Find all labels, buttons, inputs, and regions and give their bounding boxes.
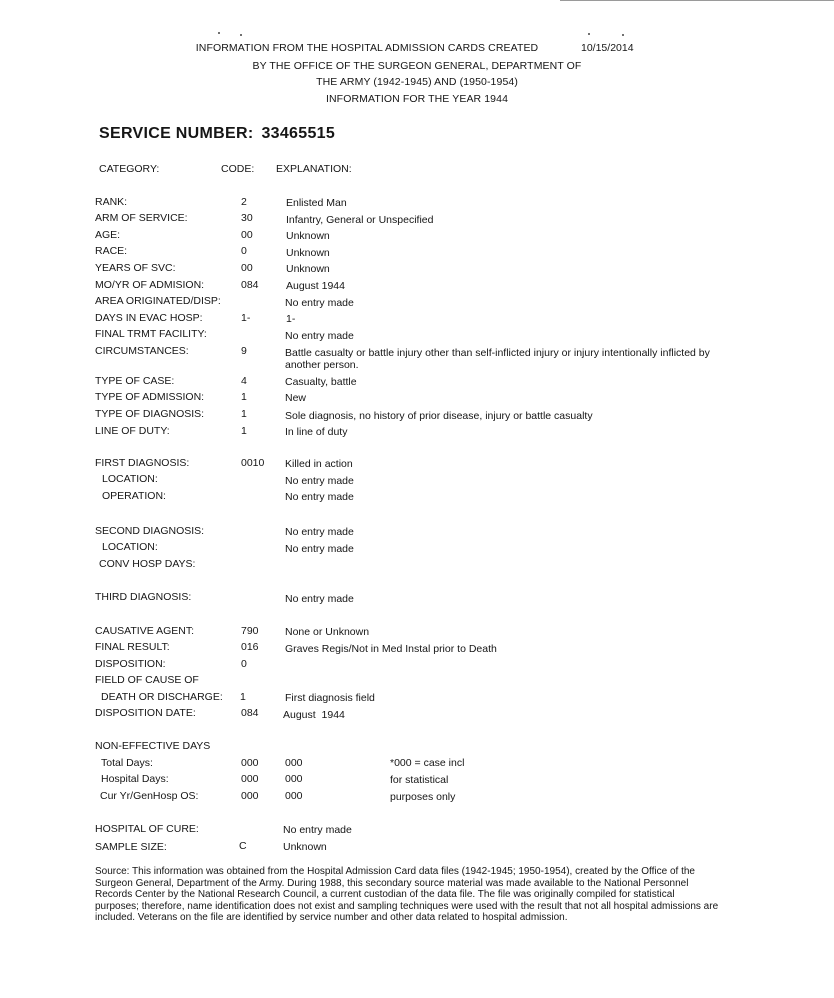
row-label-hospital-of-cure: HOSPITAL OF CURE: [95, 823, 199, 835]
row-label-second-location: LOCATION: [102, 541, 158, 553]
column-header-category: CATEGORY: [99, 163, 160, 175]
row-label-causative-agent: CAUSATIVE AGENT: [95, 625, 194, 637]
row-label-first-operation: OPERATION: [102, 490, 166, 502]
row-label-arm-of-service: ARM OF SERVICE: [95, 212, 188, 224]
row-label-type-of-admission: TYPE OF ADMISSION: [95, 391, 205, 403]
row-explanation-days-in-evac-hosp: 1- [286, 313, 296, 325]
service-number-heading [99, 125, 335, 143]
row-code-disposition: 0 [241, 658, 247, 670]
row-explanation-arm-of-service: Infantry, General or Unspecified [286, 214, 434, 226]
row-explanation-mo-yr-of-admission: August 1944 [286, 280, 345, 292]
row-label-third-diagnosis: THIRD DIAGNOSIS: [95, 591, 192, 603]
header-line-1: INFORMATION FROM THE HOSPITAL ADMISSION CARDS CREATED [195, 42, 539, 54]
column-header-code: CODE: [221, 163, 255, 175]
header-line-4: INFORMATION FOR THE YEAR 1944 [325, 93, 509, 105]
row-label-conv-hosp-days: CONV HOSP DAYS: [99, 558, 196, 570]
row-explanation-area-originated: No entry made [285, 297, 354, 309]
row-explanation-death-or-discharge: First diagnosis field [285, 692, 375, 704]
row-code-type-of-case: 4 [241, 375, 247, 387]
row-label-death-or-discharge: DEATH OR DISCHARGE: [101, 691, 223, 703]
row-explanation-type-of-case: Casualty, battle [285, 376, 357, 388]
row-explanation-final-trmt-facility: No entry made [285, 330, 354, 342]
non-effective-label-cur-yr: Cur Yr/GenHosp OS: [100, 790, 199, 802]
row-label-disposition: DISPOSITION: [95, 658, 166, 670]
row-explanation-final-result: Graves Regis/Not in Med Instal prior to Death [285, 643, 497, 655]
scan-speck [240, 34, 242, 36]
row-explanation-second-diagnosis: No entry made [285, 526, 354, 538]
row-code-first-diagnosis: 0010 [241, 457, 265, 469]
row-explanation-first-location: No entry made [285, 475, 354, 487]
row-code-causative-agent: 790 [241, 625, 259, 637]
non-effective-code-hospital-days: 000 [241, 773, 259, 785]
non-effective-note-3: purposes only [390, 791, 456, 803]
row-explanation-rank: Enlisted Man [286, 197, 347, 209]
row-label-rank: RANK: [95, 196, 128, 208]
row-label-type-of-case: TYPE OF CASE: [95, 375, 175, 387]
row-explanation-hospital-of-cure: No entry made [283, 824, 352, 836]
row-label-final-trmt-facility: FINAL TRMT FACILITY: [95, 328, 207, 340]
scan-speck [622, 34, 624, 36]
row-label-disposition-date: DISPOSITION DATE: [95, 707, 196, 719]
row-code-line-of-duty: 1 [241, 425, 247, 437]
header-line-3: THE ARMY (1942-1945) AND (1950-1954) [316, 76, 518, 88]
source-paragraph: Source: This information was obtained from the Hospital Admission Card data files (1942-1945; 1950-1954), created by the Office of the Surgeon General, Department of the Army. During 1988, this secondary source material was made available to the National Personnel Records Center by the National Research Council, a current custodian of the data file. The file was originally compiled for statistical purposes; therefore, name identification does not exist and sampling techniques were used with the result that not all hospital admissions are included. Veterans on the file are identified by service number and other data related to hospital admission. [95, 866, 719, 924]
row-explanation-race: Unknown [286, 247, 330, 259]
row-explanation-causative-agent: None or Unknown [285, 626, 370, 638]
row-label-years-of-svc: YEARS OF SVC: [95, 262, 176, 274]
scan-speck [218, 32, 220, 34]
row-explanation-type-of-admission: New [285, 392, 307, 404]
header-line-2: BY THE OFFICE OF THE SURGEON GENERAL, DEPARTMENT OF [252, 60, 582, 72]
row-code-type-of-admission: 1 [241, 391, 247, 403]
row-code-sample-size: C [239, 840, 247, 852]
row-label-days-in-evac-hosp: DAYS IN EVAC HOSP: [95, 312, 203, 324]
row-code-age: 00 [241, 229, 253, 241]
row-label-sample-size: SAMPLE SIZE: [95, 841, 167, 853]
row-code-rank: 2 [241, 196, 247, 208]
row-label-age: AGE: [95, 229, 121, 241]
row-explanation-first-operation: No entry made [285, 491, 354, 503]
column-header-explanation: EXPLANATION: [276, 163, 352, 175]
row-label-second-diagnosis: SECOND DIAGNOSIS: [95, 525, 205, 537]
row-code-final-result: 016 [241, 641, 259, 653]
non-effective-value-total-days: 000 [285, 757, 303, 769]
row-label-field-of-cause: FIELD OF CAUSE OF [95, 674, 199, 686]
service-number-value: 33465515 [261, 125, 336, 142]
scan-edge-line [560, 0, 834, 1]
row-explanation-first-diagnosis: Killed in action [285, 458, 353, 470]
row-code-circumstances: 9 [241, 345, 247, 357]
row-code-death-or-discharge: 1 [240, 691, 246, 703]
row-explanation-circumstances: Battle casualty or battle injury other than self-inflicted injury or injury intentionally inflicted by another person. [285, 347, 710, 371]
row-explanation-years-of-svc: Unknown [286, 263, 330, 275]
non-effective-code-total-days: 000 [241, 757, 259, 769]
row-label-type-of-diagnosis: TYPE OF DIAGNOSIS: [95, 408, 205, 420]
row-code-mo-yr-of-admission: 084 [241, 279, 259, 291]
row-explanation-sample-size: Unknown [283, 841, 327, 853]
row-code-days-in-evac-hosp: 1- [241, 312, 251, 324]
row-explanation-age: Unknown [286, 230, 330, 242]
non-effective-code-cur-yr: 000 [241, 790, 259, 802]
row-explanation-disposition-date: August 1944 [283, 709, 345, 721]
non-effective-value-cur-yr: 000 [285, 790, 303, 802]
non-effective-note-2: for statistical [390, 774, 449, 786]
row-label-area-originated: AREA ORIGINATED/DISP: [95, 295, 221, 307]
row-code-type-of-diagnosis: 1 [241, 408, 247, 420]
row-code-disposition-date: 084 [241, 707, 259, 719]
row-code-race: 0 [241, 245, 247, 257]
row-explanation-second-location: No entry made [285, 543, 354, 555]
row-label-race: RACE: [95, 245, 128, 257]
row-explanation-third-diagnosis: No entry made [285, 593, 354, 605]
row-explanation-type-of-diagnosis: Sole diagnosis, no history of prior disease, injury or battle casualty [285, 410, 593, 422]
non-effective-value-hospital-days: 000 [285, 773, 303, 785]
row-label-first-location: LOCATION: [102, 473, 158, 485]
header-date: 10/15/2014 [581, 42, 634, 54]
row-label-circumstances: CIRCUMSTANCES: [95, 345, 189, 357]
row-code-arm-of-service: 30 [241, 212, 253, 224]
scan-speck [588, 33, 590, 35]
service-number-label: SERVICE NUMBER: [99, 125, 254, 142]
non-effective-label-hospital-days: Hospital Days: [101, 773, 169, 785]
non-effective-days-title: NON-EFFECTIVE DAYS [95, 740, 211, 752]
non-effective-note-1: *000 = case incl [390, 757, 465, 769]
row-label-first-diagnosis: FIRST DIAGNOSIS: [95, 457, 190, 469]
row-label-mo-yr-of-admission: MO/YR OF ADMISION: [95, 279, 205, 291]
non-effective-label-total-days: Total Days: [101, 757, 153, 769]
row-code-years-of-svc: 00 [241, 262, 253, 274]
row-label-line-of-duty: LINE OF DUTY: [95, 425, 170, 437]
row-label-final-result: FINAL RESULT: [95, 641, 170, 653]
row-explanation-line-of-duty: In line of duty [285, 426, 348, 438]
